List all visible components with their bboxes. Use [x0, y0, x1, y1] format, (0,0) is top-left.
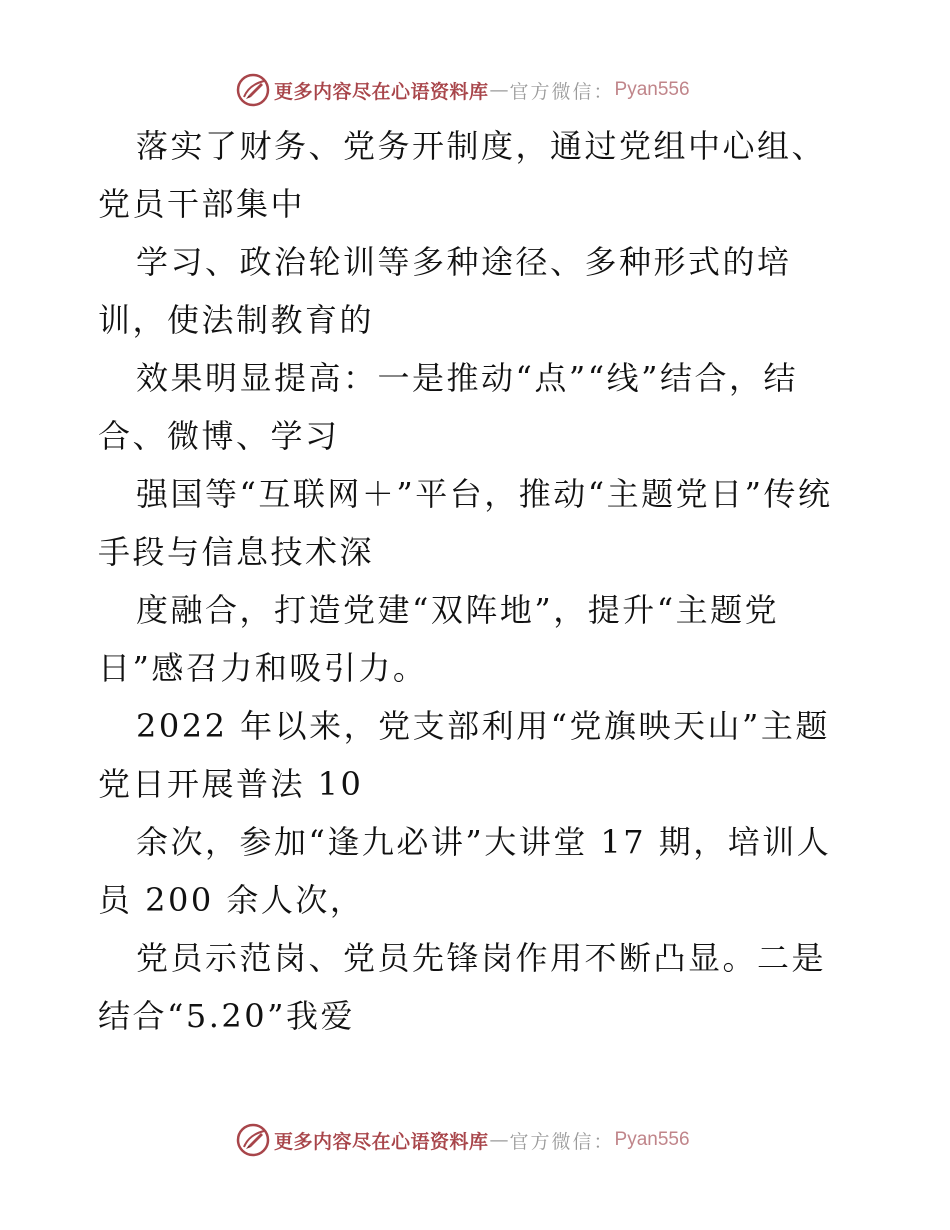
banner-wechat-label: 官方微信：: [509, 1130, 615, 1153]
banner-wechat-id: Pyan556: [614, 1129, 690, 1150]
paragraph-6: 2022 年以来，党支部利用“党旗映天山”主题党日开展普法 10: [98, 707, 830, 803]
paragraph-2: 学习、政治轮训等多种途径、多种形式的培训，使法制教育的: [98, 243, 792, 339]
banner-wechat-label: 官方微信：: [509, 80, 615, 103]
pen-logo-icon: [236, 1123, 270, 1157]
paragraph-1: 落实了财务、党务开制度，通过党组中心组、党员干部集中: [98, 127, 827, 223]
banner-title: 更多内容尽在心语资料库: [274, 80, 489, 103]
header-banner: [236, 72, 756, 108]
paragraph-5: 度融合，打造党建“双阵地”，提升“主题党日”感召力和吸引力。: [98, 591, 780, 687]
paragraph-4: 强国等“互联网＋”平台，推动“主题党日”传统手段与信息技术深: [98, 475, 833, 571]
banner-dash: —: [489, 1129, 509, 1151]
pen-logo-icon: [236, 73, 270, 107]
banner-title: 更多内容尽在心语资料库: [274, 1130, 489, 1153]
paragraph-7: 余次，参加“逢九必讲”大讲堂 17 期，培训人员 200 余人次，: [98, 823, 832, 919]
footer-banner: [236, 1122, 756, 1158]
body-text: [98, 117, 858, 1045]
banner-dash: —: [489, 79, 509, 101]
paragraph-3: 效果明显提高：一是推动“点”“线”结合，结合、微博、学习: [98, 359, 798, 455]
paragraph-8: 党员示范岗、党员先锋岗作用不断凸显。二是结合“5.20”我爱: [98, 939, 827, 1035]
banner-wechat-id: Pyan556: [614, 79, 690, 100]
